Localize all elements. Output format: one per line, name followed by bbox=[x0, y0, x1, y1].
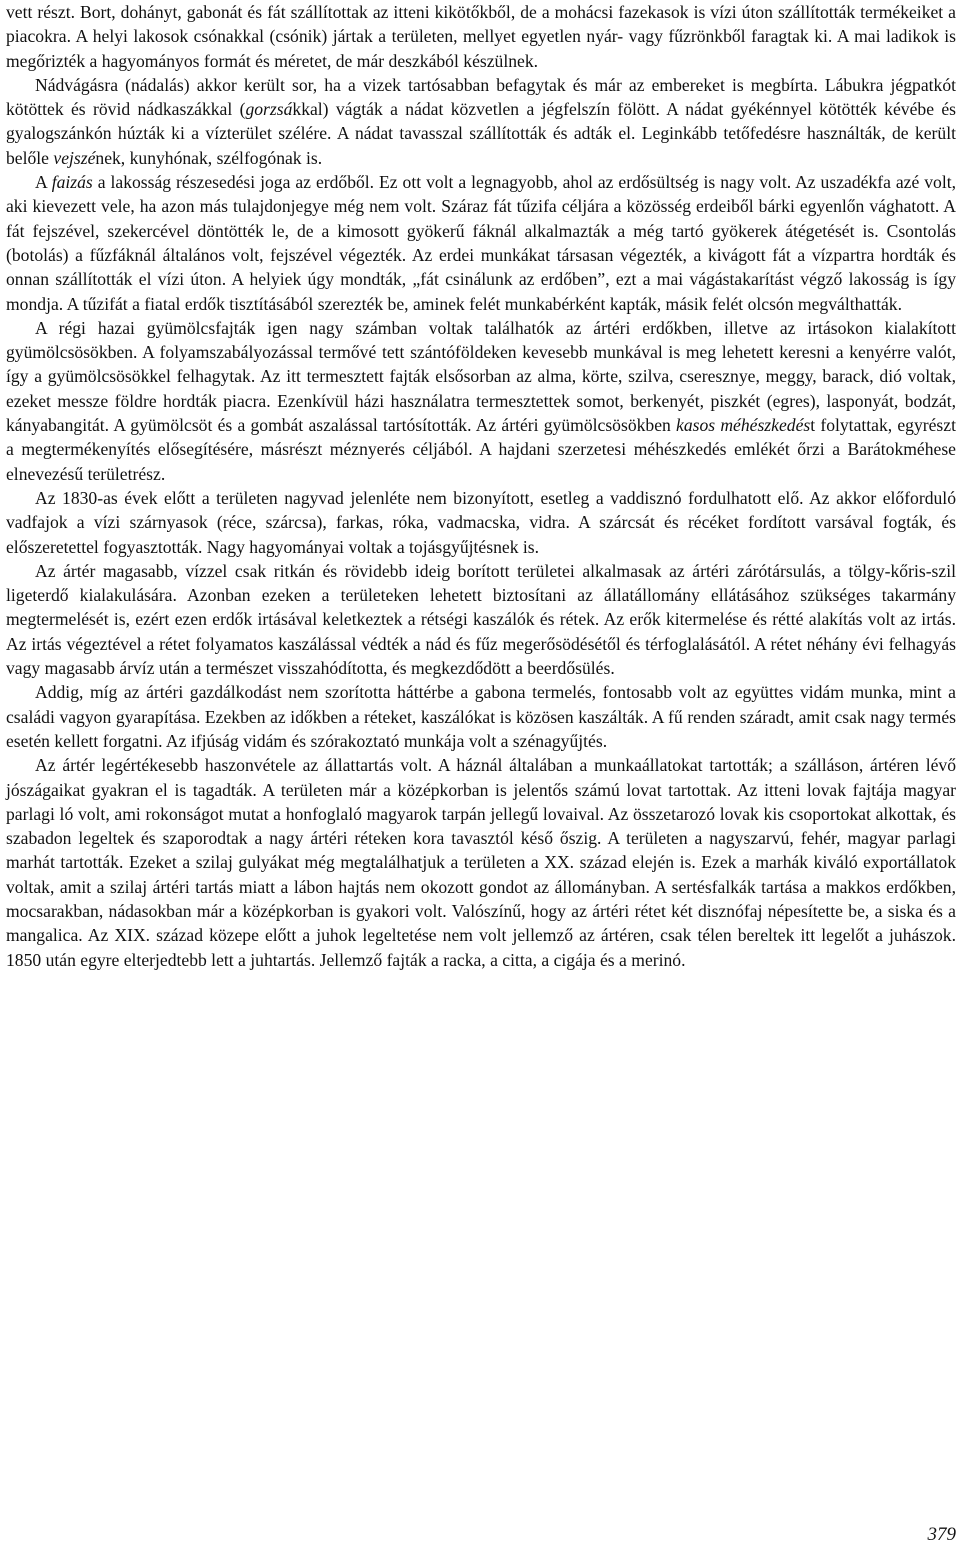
text-run: A régi hazai gyümölcsfajták igen nagy számban voltak találhatók az ártéri erdőkben, illetve az irtásokon kialakított gyümölcsösökben. A folyamszabályozással termővé tett szántóföldeken kevesebb munkával is meg lehetett keresni a kenyérre valót, így a gyümölcsösökkel felhagytak. Az itt termesztett fajták elsősorban az alma, körte, szilva, cseresznye, meggy, barack, dió voltak, ezeket messze földre hordták piacra. Ezenkívül házi használatra termesztettek somot, berkenyét, piszkét (egres), lasponyát, bodzát, kányabangitát. A gyümölcsöt és a gombát aszalással tartósították. Az ártéri gyümölcsösökben bbox=[6, 317, 956, 436]
page-body-text bbox=[6, 0, 956, 972]
italic-term: faizás bbox=[51, 172, 93, 193]
italic-term: kasos méhészkedés bbox=[676, 415, 811, 436]
italic-term: gorzsá bbox=[245, 99, 293, 120]
paragraph bbox=[6, 559, 956, 680]
text-run: a lakosság részesedési joga az erdőből. Ez ott volt a legnagyobb, ahol az erdősültség is nagy volt. Az uszadékfa azé volt, aki kievezett vele, ha azon más tulajdonjegye még nem volt. Száraz fát tűzifa céljára a közösség erdeiből bárki egyenlőn vághatott. A fát fejszével, szekercével döntötték le, de a kimosott gyökerű fáknál alkalmazták a még tartó gyökerek átégetését is. Csontolás (botolás) a fűzfáknál általános volt, fejszével végezték. Az erdei munkákat társasan végezték, a kivágott fát a vízpartra hordták és onnan szállították el vízi úton. A helyiek úgy mondták, „fát csinálunk az erdőben”, ezt a mai vágástakarítást végző lakosság is így mondja. A tűzifát a fiatal erdők tisztításából szerezték be, aminek felét munkabérként kapták, másik felét olcsón megválthatták. bbox=[6, 172, 956, 314]
text-run: Addig, míg az ártéri gazdálkodást nem szorította háttérbe a gabona termelés, fontosabb volt az együttes vidám munka, mint a családi vagyon gyarapítása. Ezekben az időkben a réteket, kaszálókat is közösen kaszálták. A fű renden száradt, amit csak nagy termés esetén kellett forgatni. Az ifjúság vidám és szórakoztató munkája volt a szénagyűjtés. bbox=[6, 682, 956, 751]
text-run: vett részt. Bort, dohányt, gabonát és fát szállítottak az itteni kikötőkből, de a mohácsi fazekasok is vízi úton szállították termékeiket a piacokra. A helyi lakosok csónakkal (csónik) jártak a területen, mellyet egyetlen nyár- vagy fűzrönkből faragtak ki. A mai ladikok is megőrizték a hagyományos formát és méretet, de már deszkából készülnek. bbox=[6, 2, 956, 71]
text-run: Az ártér magasabb, vízzel csak ritkán és rövidebb ideig borított területei alkalmasak az ártéri zárótársulás, a tölgy-kőris-szil ligeterdő kialakulására. Azonban ezeken a területeken lehetett biztosítani az állatállomány ellátásához szükséges takarmány megtermelését is, ezért ezen erdők irtásával keletkeztek a rétségi kaszálók és rétek. Az erők kitermelése és rétté alakítás volt az irtás. Az irtás végeztével a rétet folyamatos kaszálással védték a nád és fűz megerősödésétől és térfoglalásától. A rétet néhány évi felhagyás vagy magasabb árvíz után a természet visszahódította, és megkezdődött a beerdősülés. bbox=[6, 560, 956, 679]
text-run: kkal) vágták a nádat közvetlen a jégfelszín fölött. A nádat gyékénnyel kötötték kévébe és gyalogszánkón húzták ki a vízterület szélére. A nádat tavasszal szállították és adták el. Leginkább tetőfedésre használták, de került belőle bbox=[6, 99, 956, 168]
text-run: Nádvágásra (nádalás) akkor került sor, ha a vizek tartósabban befagytak és már az embereket is megbírta. Lábukra jégpatkót kötöttek és rövid nádkaszákkal ( bbox=[6, 74, 956, 120]
paragraph bbox=[6, 753, 956, 972]
italic-term: vejszé bbox=[53, 147, 96, 168]
text-run: Az ártér legértékesebb haszonvétele az állattartás volt. A háznál általában a munkaállatokat tartották; a szálláson, ártéren lévő jószágaikat gyakran el is tagadták. A területen már a középkorban is jelentős számú lovat tartottak. Az itteni lovak fajtája magyar parlagi ló volt, ami rokonságot mutat a honfoglaló magyarok tarpán jellegű lovaival. Az összetarozó lovak kis csoportokat alkottak, és szabadon legeltek és szaporodtak a nagy ártéri réteken kora tavasztól késő őszig. A területen a nagyszarvú, fehér, magyar parlagi marhát tartották. Ezeket a szilaj gulyákat még megtalálhatjuk a területen a XX. század elején is. Ezek a marhák kiváló exportállatok voltak, amit a szilaj ártéri tartás miatt a lábon hajtás nem okozott gondot az állományban. A sertésfalkák tartása a makkos erdőkben, mocsarakban, nádasokban már a középkorban is gyakori volt. Valószínű, hogy az ártéri rétet két disznófaj népesítette be, a siska és a mangalica. Az XIX. század közepe előtt a juhok legeltetése nem volt jellemző az ártéren, csak télen bereltek itt legelőt a juhászok. 1850 után egyre elterjedtebb lett a juhtartás. Jellemző fajták a racka, a citta, a cigája és a merinó. bbox=[6, 755, 956, 970]
text-run: t folytattak, egyrészt a megtermékenyítés elősegítésére, másrészt méznyerés céljából. A hajdani szerzetesi méhészkedés emlékét őrzi a Barátokméhese elnevezésű területrész. bbox=[6, 415, 956, 484]
paragraph bbox=[6, 170, 956, 316]
text-run: A bbox=[35, 172, 52, 193]
paragraph bbox=[6, 316, 956, 486]
text-run: nek, kunyhónak, szélfogónak is. bbox=[95, 147, 323, 168]
paragraph bbox=[6, 680, 956, 753]
page-number: 379 bbox=[927, 1524, 956, 1545]
paragraph bbox=[6, 0, 956, 73]
text-run: Az 1830-as évek előtt a területen nagyvad jelenléte nem bizonyított, esetleg a vaddisznó fordulhatott elő. Az akkor előforduló vadfajok a vízi szárnyasok (réce, szárcsa), farkas, róka, vadmacska, vidra. A szárcsát és récéket fordított varsával fogták, és előszeretettel fogyasztották. Nagy hagyományai voltak a tojásgyűjtésnek is. bbox=[6, 487, 956, 557]
paragraph bbox=[6, 486, 956, 559]
paragraph bbox=[6, 73, 956, 170]
